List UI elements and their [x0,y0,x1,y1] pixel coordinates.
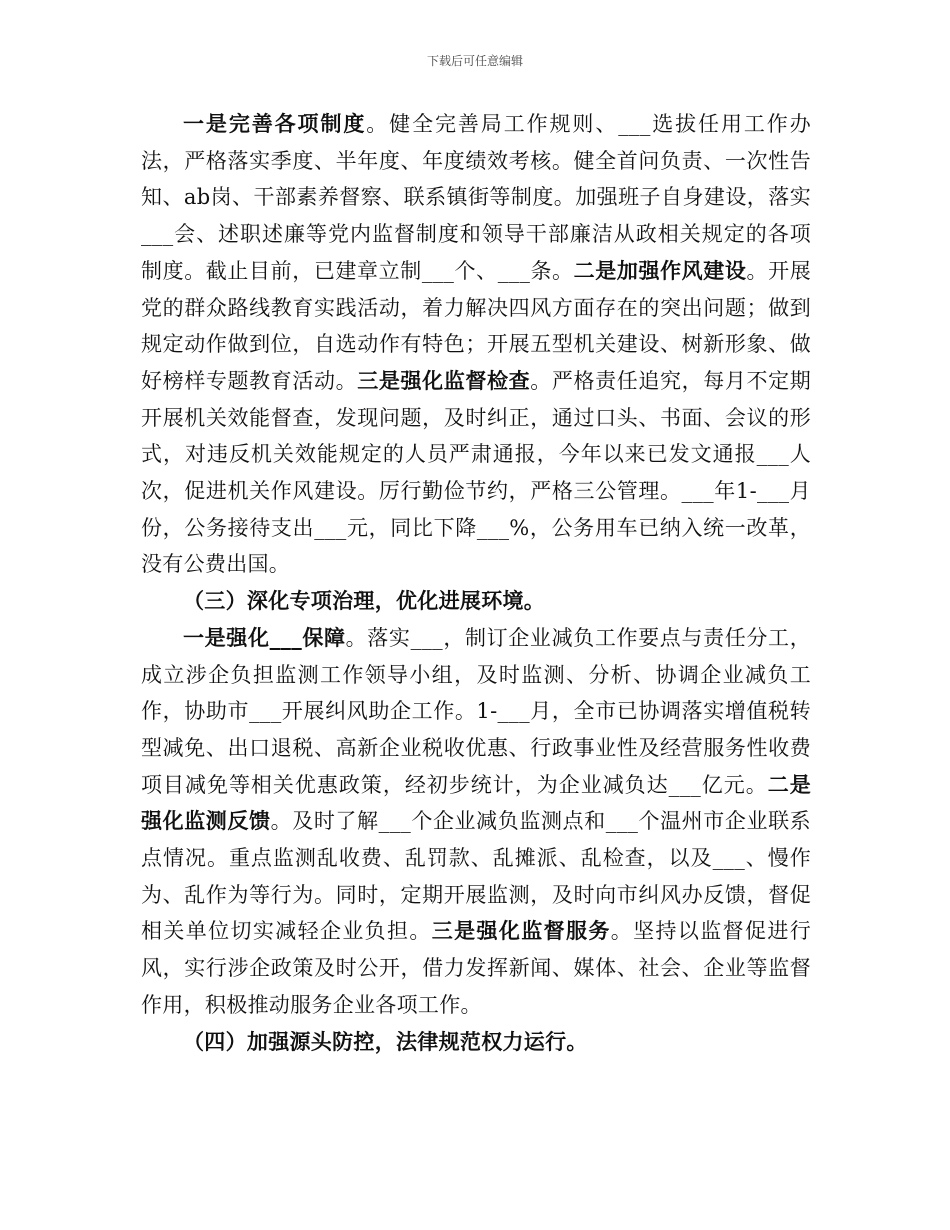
bold-lead-1: 一是完善各项制度 [183,111,367,136]
paragraph-text: 。坚持以监督促进行风，实行涉企政策及时公开，借力发挥新闻、媒体、社会、企业等监督作用，积极推动服务企业各项工作。 [141,919,811,1017]
document-body [141,106,811,1060]
paragraph-text: 。落实___，制订企业减负工作要点与责任分工，成立涉企负担监测工作领导小组，及时监测、分析、协调企业减负工作，协助市___开展纠风助企工作。1-___月，全市已协调落实增值税转型减免、出口退税、高新企业税收优惠、行政事业性及经营服务性收费项目减免等相关优惠政策，经初步统计，为企业减负达___亿元。 [141,625,811,797]
page-header: 下载后可任意编辑 [426,54,523,68]
paragraph-text: 。健全完善局工作规则、___选拔任用工作办法，严格落实季度、半年度、年度绩效考核。健全首问负责、一次性告知、ab岗、干部素养督察、联系镇街等制度。加强班子自身建设，落实___会、述职述廉等党内监督制度和领导干部廉洁从政相关规定的各项制度。截止目前，已建章立制___个、___条。 [141,112,811,283]
paragraph-text: 。开展党的群众路线教育实践活动，着力解决四风方面存在的突出问题；做到规定动作做到位，自选动作有特色；开展五型机关建设、树新形象、做好榜样专题教育活动。 [141,258,811,393]
bold-lead-2: 二是强化监测反馈 [141,771,811,834]
section-heading-4: （四）加强源头防控，法律规范权力运行。 [183,1028,588,1054]
section-heading-3: （三）深化专项治理，优化进展环境。 [183,588,546,614]
paragraph-institutions [141,106,811,583]
bold-lead-3: 三是强化监督检查 [357,367,531,393]
paragraph-special-governance [141,620,811,1024]
bold-lead-2: 二是加强作风建设 [573,257,747,283]
bold-lead-3: 三是强化监督服务 [431,918,611,944]
paragraph-text: 。及时了解___个企业减负监测点和___个温州市企业联系点情况。重点监测乱收费、乱罚款、乱摊派、乱检查，以及___、慢作为、乱作为等行为。同时，定期开展监测，及时向市纠风办反馈，督促相关单位切实减轻企业负担。 [141,809,811,944]
paragraph-text: 。严格责任追究，每月不定期开展机关效能督查，发现问题，及时纠正，通过口头、书面、会议的形式，对违反机关效能规定的人员严肃通报，今年以来已发文通报___人次，促进机关作风建设。厉行勤俭节约，严格三公管理。___年1-___月份，公务接待支出___元，同比下降___%，公务用车已纳入统一改革，没有公费出国。 [141,368,811,577]
bold-lead-1: 一是强化___保障 [183,624,346,650]
